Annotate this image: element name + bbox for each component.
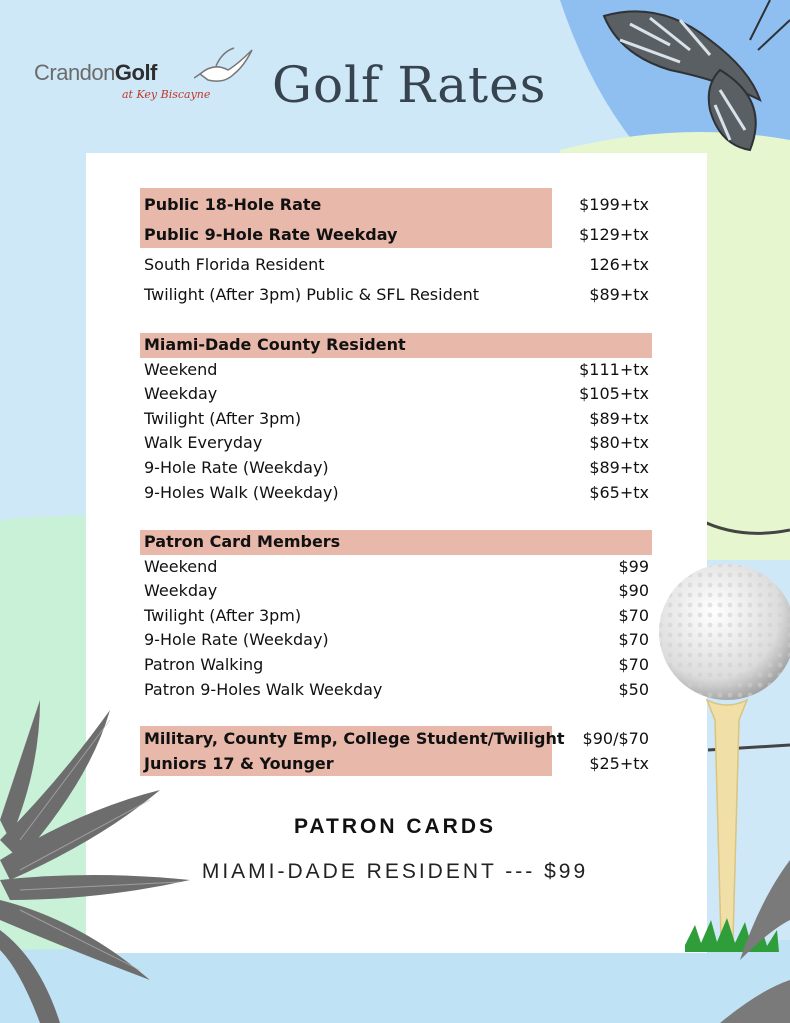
rate-label: 9-Hole Rate (Weekday) [144,457,329,477]
rate-label: Juniors 17 & Younger [144,753,334,773]
rate-label: Twilight (After 3pm) [144,605,302,625]
section-heading-label: Miami-Dade County Resident [144,335,406,354]
rate-price: $89+tx [589,457,649,477]
rate-price: 126+tx [589,255,649,274]
table-row [140,579,652,604]
palm-leaf-icon [700,840,790,1023]
rate-price: $105+tx [579,384,649,404]
section-heading [140,333,652,358]
table-row [140,678,652,703]
section-heading-label: Patron Card Members [144,532,341,551]
egret-bird-icon [194,44,258,92]
page-title: Golf Rates [272,56,547,114]
table-row [140,555,652,580]
rate-price: $89+tx [589,408,649,428]
table-row [140,456,652,481]
rate-label: Weekend [144,556,218,576]
table-row [140,752,652,777]
rate-label: Public 9-Hole Rate Weekday [144,225,398,244]
table-row [140,382,652,407]
rate-label: South Florida Resident [144,255,325,274]
rate-label: 9-Hole Rate (Weekday) [144,630,329,650]
rate-label: Public 18-Hole Rate [144,195,322,214]
rate-label: Military, County Emp, College Student/Twilight [144,729,565,748]
rate-price: $70 [618,630,649,650]
rate-label: Walk Everyday [144,433,263,453]
rate-price: $70 [618,654,649,674]
patron-cards-heading: PATRON CARDS [293,815,497,838]
table-row [140,431,652,456]
rate-label: Twilight (After 3pm) Public & SFL Resident [144,285,479,304]
rate-price: $80+tx [589,433,649,453]
rate-price: $199+tx [579,195,649,214]
rate-label: Patron Walking [144,654,264,674]
table-row [140,190,652,220]
patron-rates [140,530,652,702]
rate-label: Weekday [144,581,218,601]
rate-price: $90 [618,581,649,601]
table-row [140,358,652,383]
rate-price: $70 [618,605,649,625]
rate-price: $129+tx [579,225,649,244]
rate-label: Weekday [144,384,218,404]
rate-price: $111+tx [579,359,649,379]
rate-price: $99 [618,556,649,576]
table-row [140,628,652,653]
butterfly-icon [600,0,790,160]
special-rates [140,727,652,776]
table-row [140,250,652,280]
rate-price: $90/$70 [582,729,649,748]
rate-label: Weekend [144,359,218,379]
table-row [140,653,652,678]
logo-wordmark: CrandonGolf [34,60,157,85]
rate-label: Patron 9-Holes Walk Weekday [144,679,383,699]
table-row [140,407,652,432]
rate-label: 9-Holes Walk (Weekday) [144,482,339,502]
section-heading [140,530,652,555]
public-rates [140,190,652,310]
table-row [140,727,652,752]
crandon-golf-logo [34,50,264,110]
table-row [140,604,652,629]
palm-tree-icon [0,700,200,1023]
rate-price: $25+tx [589,753,649,773]
rate-price: $89+tx [589,285,649,304]
table-row [140,220,652,250]
rate-label: Twilight (After 3pm) [144,408,302,428]
patron-cards-price-line: MIAMI-DADE RESIDENT --- $99 [201,860,589,883]
table-row [140,280,652,310]
rate-price: $50 [618,679,649,699]
logo-tagline: at Key Biscayne [122,88,211,101]
rate-price: $65+tx [589,482,649,502]
table-row [140,481,652,506]
miami-dade-rates [140,333,652,505]
